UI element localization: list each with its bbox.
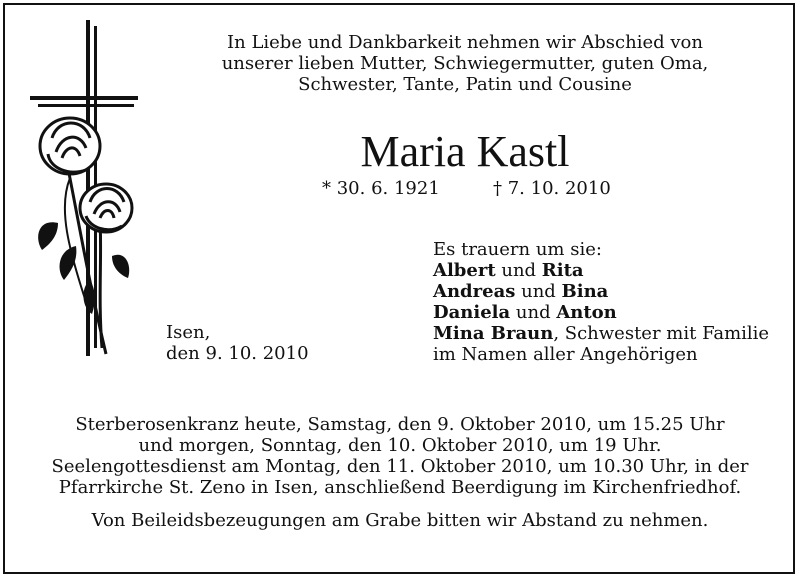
cross-with-roses-icon — [28, 18, 140, 358]
mourner-name: Bina — [561, 281, 609, 302]
mourners-heading: Es trauern um sie: — [433, 239, 602, 260]
mourner-name: Anton — [556, 302, 617, 323]
death-date: † 7. 10. 2010 — [493, 178, 611, 199]
mourner-name: Andreas — [433, 281, 516, 302]
intro-line: Schwester, Tante, Patin und Cousine — [298, 74, 632, 95]
mourner-conjunction: und — [515, 281, 562, 302]
mourner-row — [433, 281, 783, 302]
deceased-name: Maria Kastl — [360, 127, 570, 176]
mourner-name: Albert — [433, 260, 496, 281]
place-city: Isen, — [166, 322, 211, 343]
mourners-closing: im Namen aller Angehörigen — [433, 344, 698, 365]
mass-line: Pfarrkirche St. Zeno in Isen, anschließend Beerdigung im Kirchenfriedhof. — [58, 477, 742, 498]
service-notice — [20, 414, 780, 531]
mourner-name: Rita — [541, 260, 584, 281]
mourner-name: Mina Braun — [433, 323, 554, 344]
place-date: den 9. 10. 2010 — [166, 343, 309, 364]
intro-line: In Liebe und Dankbarkeit nehmen wir Abschied von — [227, 32, 703, 53]
place-and-date — [166, 322, 309, 364]
intro-line: unserer lieben Mutter, Schwiegermutter, guten Oma, — [221, 53, 709, 74]
mourner-relation: , Schwester mit Familie — [553, 323, 770, 344]
birth-date: * 30. 6. 1921 — [322, 178, 440, 199]
mourners-list — [433, 239, 783, 365]
rosary-line: Sterberosenkranz heute, Samstag, den 9. Oktober 2010, um 15.25 Uhr — [75, 414, 725, 435]
mourner-row — [433, 323, 783, 344]
mourner-name: Daniela — [433, 302, 511, 323]
mourner-conjunction: und — [495, 260, 542, 281]
mourner-conjunction: und — [510, 302, 557, 323]
mourner-row — [433, 302, 783, 323]
condolence-note: Von Beileidsbezeugungen am Grabe bitten wir Abstand zu nehmen. — [91, 510, 709, 531]
mass-line: Seelengottesdienst am Montag, den 11. Oktober 2010, um 10.30 Uhr, in der — [51, 456, 749, 477]
intro-text — [200, 32, 730, 95]
mourner-row — [433, 260, 783, 281]
rosary-line: und morgen, Sonntag, den 10. Oktober 2010, um 19 Uhr. — [138, 435, 662, 456]
